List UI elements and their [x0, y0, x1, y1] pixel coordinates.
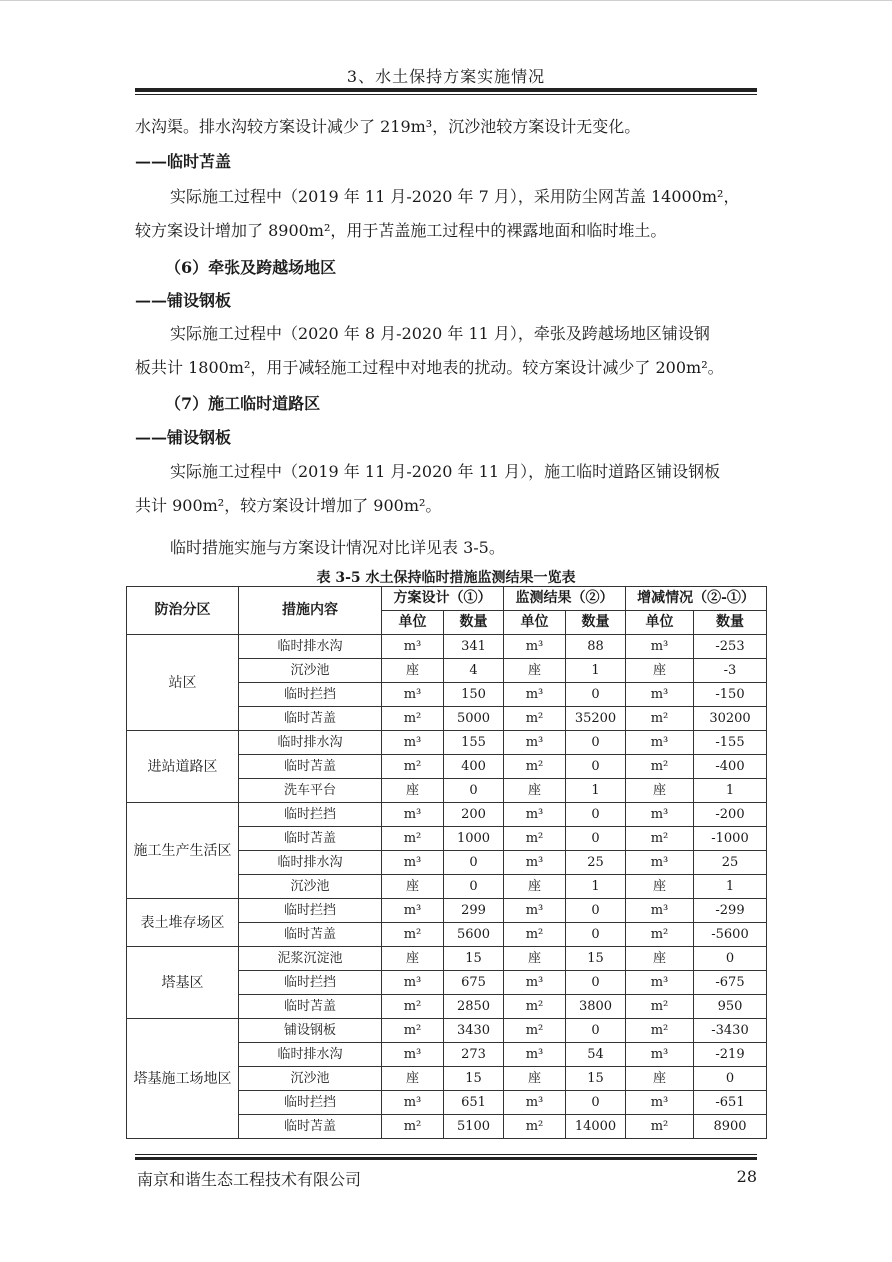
change-unit-cell: 座	[626, 1067, 694, 1091]
change-unit-cell: m³	[626, 731, 694, 755]
monitor-qty-cell: 1	[566, 779, 626, 803]
monitor-qty-cell: 0	[566, 923, 626, 947]
plan-unit-cell: 座	[382, 779, 444, 803]
monitor-qty-cell: 0	[566, 755, 626, 779]
plan-unit-cell: m³	[382, 683, 444, 707]
change-qty-cell: 0	[694, 1067, 767, 1091]
measure-cell: 临时苫盖	[239, 923, 382, 947]
plan-unit-cell: m³	[382, 851, 444, 875]
measure-cell: 临时苫盖	[239, 755, 382, 779]
monitor-unit-cell: m³	[504, 899, 566, 923]
table-row	[127, 803, 767, 827]
monitor-unit-cell: 座	[504, 875, 566, 899]
page-header-title: 3、水土保持方案实施情况	[346, 67, 546, 86]
plan-unit-cell: m³	[382, 899, 444, 923]
change-unit-cell: m²	[626, 1019, 694, 1043]
monitor-qty-cell: 0	[566, 827, 626, 851]
plan-unit-cell: m²	[382, 995, 444, 1019]
monitor-qty-cell: 0	[566, 731, 626, 755]
table-row	[127, 1019, 767, 1043]
plan-unit-cell: m²	[382, 1115, 444, 1139]
change-unit-cell: m²	[626, 707, 694, 731]
header-monitor: 监测结果（②）	[504, 587, 626, 611]
plan-qty-cell: 15	[444, 947, 504, 971]
plan-unit-cell: m²	[382, 923, 444, 947]
change-qty-cell: 0	[694, 947, 767, 971]
measure-cell: 沉沙池	[239, 1067, 382, 1091]
change-qty-cell: -3	[694, 659, 767, 683]
change-qty-cell: 25	[694, 851, 767, 875]
monitor-unit-cell: m³	[504, 1043, 566, 1067]
change-qty-cell: -219	[694, 1043, 767, 1067]
plan-unit-cell: m³	[382, 731, 444, 755]
measure-cell: 临时排水沟	[239, 1043, 382, 1067]
zone-cell: 施工生产生活区	[127, 803, 239, 899]
change-unit-cell: m³	[626, 803, 694, 827]
subheading-temporary-cover: ——临时苫盖	[135, 152, 232, 171]
monitor-unit-cell: m³	[504, 635, 566, 659]
plan-qty-cell: 5100	[444, 1115, 504, 1139]
plan-unit-cell: m²	[382, 827, 444, 851]
paragraph-line: 较方案设计增加了 8900m²，用于苫盖施工过程中的裸露地面和临时堆土。	[135, 221, 667, 240]
change-unit-cell: 座	[626, 875, 694, 899]
change-qty-cell: 950	[694, 995, 767, 1019]
plan-unit-cell: m²	[382, 1019, 444, 1043]
measure-cell: 临时苫盖	[239, 1115, 382, 1139]
plan-unit-cell: m³	[382, 971, 444, 995]
plan-qty-cell: 651	[444, 1091, 504, 1115]
change-qty-cell: -253	[694, 635, 767, 659]
change-unit-cell: 座	[626, 947, 694, 971]
change-qty-cell: -1000	[694, 827, 767, 851]
monitor-qty-cell: 1	[566, 659, 626, 683]
plan-unit-cell: 座	[382, 659, 444, 683]
page-number: 28	[736, 1167, 757, 1186]
paragraph-line: 实际施工过程中（2020 年 8 月-2020 年 11 月），牵张及跨越场地区铺设钢	[170, 324, 710, 343]
measure-cell: 沉沙池	[239, 659, 382, 683]
table-row	[127, 899, 767, 923]
monitor-unit-cell: m³	[504, 971, 566, 995]
measure-cell: 临时拦挡	[239, 899, 382, 923]
header-plan: 方案设计（①）	[382, 587, 504, 611]
header-unit: 单位	[504, 611, 566, 635]
plan-unit-cell: m³	[382, 1091, 444, 1115]
change-qty-cell: 1	[694, 875, 767, 899]
change-unit-cell: m²	[626, 1115, 694, 1139]
plan-qty-cell: 273	[444, 1043, 504, 1067]
monitor-qty-cell: 3800	[566, 995, 626, 1019]
paragraph-line: 水沟渠。排水沟较方案设计减少了 219m³，沉沙池较方案设计无变化。	[135, 117, 641, 136]
header-rule-thick	[135, 88, 757, 92]
monitor-unit-cell: m³	[504, 803, 566, 827]
change-qty-cell: 8900	[694, 1115, 767, 1139]
monitor-unit-cell: m²	[504, 923, 566, 947]
plan-qty-cell: 15	[444, 1067, 504, 1091]
plan-unit-cell: m³	[382, 1043, 444, 1067]
monitoring-table	[126, 586, 767, 1139]
monitor-qty-cell: 14000	[566, 1115, 626, 1139]
monitor-qty-cell: 35200	[566, 707, 626, 731]
header-rule-thin	[135, 94, 757, 95]
plan-unit-cell: 座	[382, 875, 444, 899]
section-heading-6: （6）牵张及跨越场地区	[165, 258, 337, 277]
plan-unit-cell: m³	[382, 635, 444, 659]
subheading-steel-plate: ——铺设钢板	[135, 428, 232, 447]
measure-cell: 沉沙池	[239, 875, 382, 899]
plan-qty-cell: 4	[444, 659, 504, 683]
monitor-qty-cell: 0	[566, 1019, 626, 1043]
monitor-qty-cell: 1	[566, 875, 626, 899]
measure-cell: 临时拦挡	[239, 803, 382, 827]
change-qty-cell: -5600	[694, 923, 767, 947]
plan-unit-cell: m²	[382, 755, 444, 779]
table-body	[127, 635, 767, 1139]
zone-cell: 站区	[127, 635, 239, 731]
monitor-unit-cell: m²	[504, 755, 566, 779]
change-unit-cell: m³	[626, 1043, 694, 1067]
plan-qty-cell: 341	[444, 635, 504, 659]
plan-qty-cell: 299	[444, 899, 504, 923]
monitor-unit-cell: m³	[504, 851, 566, 875]
monitor-unit-cell: m²	[504, 995, 566, 1019]
measure-cell: 临时苫盖	[239, 707, 382, 731]
monitor-unit-cell: m²	[504, 1019, 566, 1043]
change-qty-cell: -155	[694, 731, 767, 755]
plan-qty-cell: 1000	[444, 827, 504, 851]
monitor-qty-cell: 25	[566, 851, 626, 875]
header-qty: 数量	[694, 611, 767, 635]
footer-rule-thin	[135, 1154, 757, 1155]
paragraph-line: 临时措施实施与方案设计情况对比详见表 3-5。	[170, 538, 505, 557]
change-qty-cell: -400	[694, 755, 767, 779]
monitor-unit-cell: m²	[504, 827, 566, 851]
monitor-qty-cell: 0	[566, 971, 626, 995]
monitor-qty-cell: 15	[566, 1067, 626, 1091]
plan-qty-cell: 0	[444, 851, 504, 875]
table-row	[127, 947, 767, 971]
monitor-unit-cell: m²	[504, 707, 566, 731]
plan-qty-cell: 0	[444, 779, 504, 803]
footer-company: 南京和谐生态工程技术有限公司	[137, 1170, 362, 1189]
zone-cell: 表土堆存场区	[127, 899, 239, 947]
measure-cell: 临时排水沟	[239, 731, 382, 755]
monitor-qty-cell: 88	[566, 635, 626, 659]
monitor-qty-cell: 54	[566, 1043, 626, 1067]
subheading-steel-plate: ——铺设钢板	[135, 291, 232, 310]
measure-cell: 临时苫盖	[239, 827, 382, 851]
plan-qty-cell: 675	[444, 971, 504, 995]
change-qty-cell: -3430	[694, 1019, 767, 1043]
plan-qty-cell: 400	[444, 755, 504, 779]
paragraph-line: 实际施工过程中（2019 年 11 月-2020 年 11 月），施工临时道路区铺设钢板	[170, 462, 721, 481]
plan-qty-cell: 3430	[444, 1019, 504, 1043]
header-qty: 数量	[444, 611, 504, 635]
monitor-unit-cell: 座	[504, 659, 566, 683]
change-unit-cell: m²	[626, 827, 694, 851]
table-row	[127, 731, 767, 755]
plan-unit-cell: m³	[382, 803, 444, 827]
plan-qty-cell: 155	[444, 731, 504, 755]
change-qty-cell: -200	[694, 803, 767, 827]
monitor-qty-cell: 0	[566, 899, 626, 923]
table-row	[127, 635, 767, 659]
header-change: 增减情况（②-①）	[626, 587, 767, 611]
monitor-unit-cell: m³	[504, 1091, 566, 1115]
paragraph-line: 共计 900m²，较方案设计增加了 900m²。	[135, 496, 442, 515]
change-unit-cell: m³	[626, 899, 694, 923]
monitor-qty-cell: 0	[566, 803, 626, 827]
plan-unit-cell: 座	[382, 1067, 444, 1091]
change-unit-cell: m³	[626, 971, 694, 995]
measure-cell: 临时苫盖	[239, 995, 382, 1019]
header-unit: 单位	[626, 611, 694, 635]
paragraph-line: 实际施工过程中（2019 年 11 月-2020 年 7 月），采用防尘网苫盖 14000m²，	[170, 187, 740, 206]
change-unit-cell: m²	[626, 923, 694, 947]
change-unit-cell: m³	[626, 1091, 694, 1115]
change-unit-cell: m²	[626, 995, 694, 1019]
header-unit: 单位	[382, 611, 444, 635]
measure-cell: 临时排水沟	[239, 851, 382, 875]
monitor-unit-cell: m²	[504, 1115, 566, 1139]
measure-cell: 铺设钢板	[239, 1019, 382, 1043]
paragraph-line: 板共计 1800m²，用于减轻施工过程中对地表的扰动。较方案设计减少了 200m²。	[135, 358, 724, 377]
plan-qty-cell: 2850	[444, 995, 504, 1019]
measure-cell: 临时拦挡	[239, 971, 382, 995]
section-heading-7: （7）施工临时道路区	[165, 394, 321, 413]
plan-qty-cell: 150	[444, 683, 504, 707]
measure-cell: 洗车平台	[239, 779, 382, 803]
zone-cell: 塔基区	[127, 947, 239, 1019]
monitor-unit-cell: m³	[504, 731, 566, 755]
plan-qty-cell: 5000	[444, 707, 504, 731]
change-unit-cell: m²	[626, 755, 694, 779]
measure-cell: 泥浆沉淀池	[239, 947, 382, 971]
monitor-unit-cell: 座	[504, 1067, 566, 1091]
monitor-qty-cell: 0	[566, 1091, 626, 1115]
change-qty-cell: -651	[694, 1091, 767, 1115]
change-unit-cell: m³	[626, 635, 694, 659]
zone-cell: 进站道路区	[127, 731, 239, 803]
header-measure: 措施内容	[239, 587, 382, 635]
change-qty-cell: -150	[694, 683, 767, 707]
change-unit-cell: 座	[626, 659, 694, 683]
measure-cell: 临时拦挡	[239, 683, 382, 707]
monitor-unit-cell: 座	[504, 779, 566, 803]
change-unit-cell: m³	[626, 851, 694, 875]
plan-unit-cell: 座	[382, 947, 444, 971]
measure-cell: 临时拦挡	[239, 1091, 382, 1115]
change-qty-cell: -299	[694, 899, 767, 923]
footer-rule-thick	[135, 1157, 757, 1160]
page-top-border	[0, 0, 892, 1]
change-qty-cell: 1	[694, 779, 767, 803]
plan-qty-cell: 5600	[444, 923, 504, 947]
plan-qty-cell: 200	[444, 803, 504, 827]
change-unit-cell: 座	[626, 779, 694, 803]
measure-cell: 临时排水沟	[239, 635, 382, 659]
change-unit-cell: m³	[626, 683, 694, 707]
monitor-qty-cell: 15	[566, 947, 626, 971]
monitor-unit-cell: 座	[504, 947, 566, 971]
header-zone: 防治分区	[127, 587, 239, 635]
monitor-qty-cell: 0	[566, 683, 626, 707]
table-title: 表 3-5 水土保持临时措施监测结果一览表	[316, 570, 576, 586]
header-qty: 数量	[566, 611, 626, 635]
zone-cell: 塔基施工场地区	[127, 1019, 239, 1139]
plan-unit-cell: m²	[382, 707, 444, 731]
change-qty-cell: 30200	[694, 707, 767, 731]
change-qty-cell: -675	[694, 971, 767, 995]
monitor-unit-cell: m³	[504, 683, 566, 707]
plan-qty-cell: 0	[444, 875, 504, 899]
